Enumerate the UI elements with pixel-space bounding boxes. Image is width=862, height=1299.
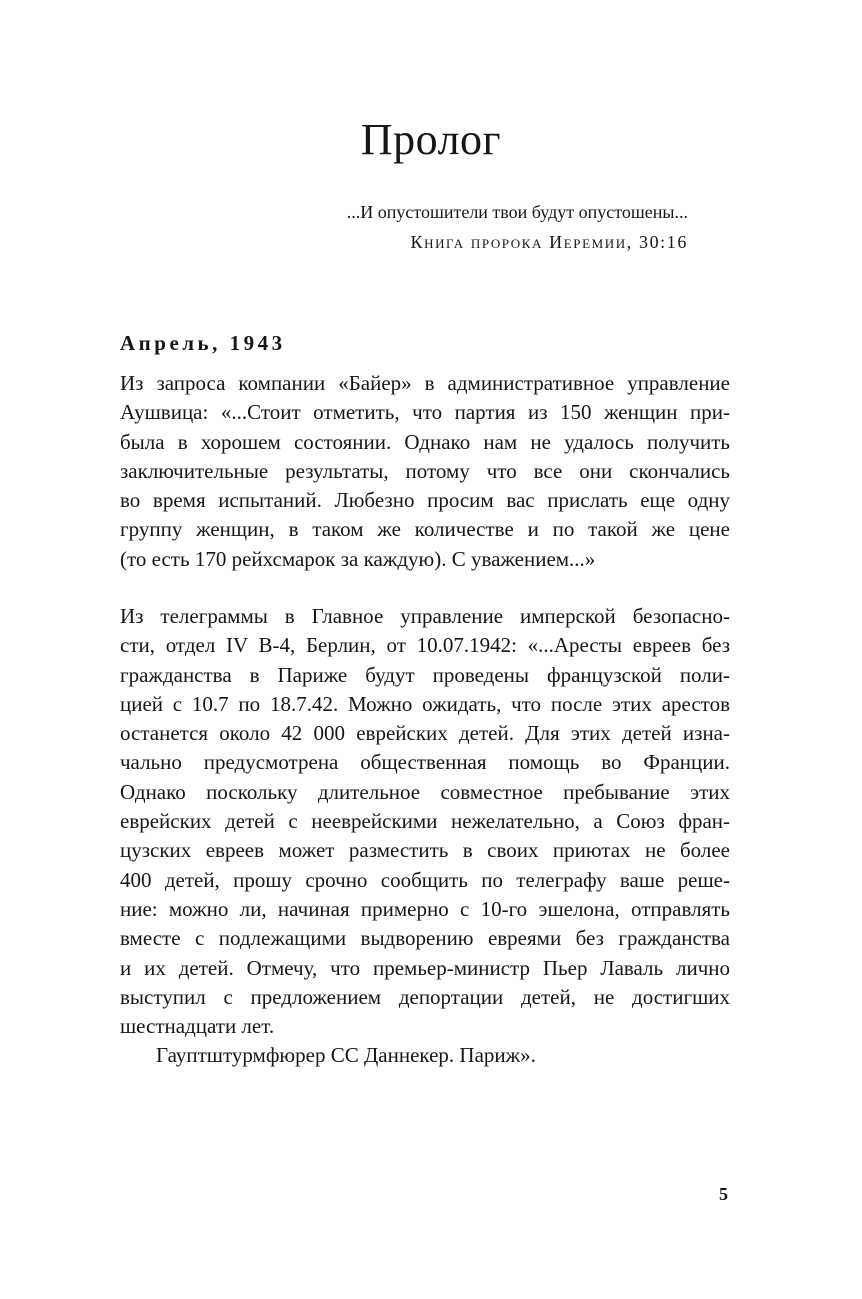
text-line: цией с 10.7 по 18.7.42. Можно ожидать, что после этих арестов xyxy=(120,691,730,716)
text-line: 400 детей, прошу срочно сообщить по телеграфу ваше реше- xyxy=(120,867,730,892)
text-line: (то есть 170 рейхсмарок за каждую). С уважением...» xyxy=(120,546,596,571)
section-heading: Апрель, 1943 xyxy=(120,331,286,355)
text-line: заключительные результаты, потому что все они скончались xyxy=(120,458,730,483)
chapter-title: Пролог xyxy=(360,115,502,164)
epigraph xyxy=(347,197,688,257)
text-line: выступил с предложением депортации детей, не достигших xyxy=(120,984,730,1009)
text-line: Аушвица: «...Стоит отметить, что партия из 150 женщин при- xyxy=(120,400,730,425)
text-line: и их детей. Отмечу, что премьер-министр Пьер Лаваль лично xyxy=(120,955,730,980)
epigraph-source: Книга пророка Иеремии, 30:16 xyxy=(410,232,688,252)
text-line: вместе с подлежащими выдворению евреями без гражданства xyxy=(120,926,730,951)
epigraph-quote: ...И опустошители твои будут опустошены... xyxy=(346,202,688,222)
paragraph-bayer-request xyxy=(120,369,730,574)
text-line: Из телеграммы в Главное управление имперской безопасно- xyxy=(120,604,730,628)
text-line: шестнадцати лет. xyxy=(120,1014,275,1039)
paragraph-telegram xyxy=(120,602,730,1071)
text-line: Однако поскольку длительное совместное пребывание этих xyxy=(120,779,730,804)
page-number: 5 xyxy=(719,1184,728,1204)
text-line: сти, отдел IV B-4, Берлин, от 10.07.1942: «...Аресты евреев без xyxy=(120,633,730,658)
text-line: группу женщин, в таком же количестве и по такой же цене xyxy=(120,517,730,542)
text-line: во время испытаний. Любезно просим вас прислать еще одну xyxy=(120,488,730,513)
text-line: еврейских детей с нееврейскими нежелательно, а Союз фран- xyxy=(120,809,730,834)
text-line: была в хорошем состоянии. Однако нам не удалось получить xyxy=(120,429,730,454)
signature-line: Гауптштурмфюрер СС Даннекер. Париж». xyxy=(156,1043,536,1068)
text-line: Из запроса компании «Байер» в административное управление xyxy=(120,371,730,395)
text-line: останется около 42 000 еврейских детей. Для этих детей изна- xyxy=(120,721,730,746)
text-line: чально предусмотрена общественная помощь во Франции. xyxy=(120,750,730,775)
text-line: ние: можно ли, начиная примерно с 10-го эшелона, отправлять xyxy=(120,896,730,921)
text-line: гражданства в Париже будут проведены французской поли- xyxy=(120,662,730,687)
text-line: цузских евреев может разместить в своих приютах не более xyxy=(120,838,730,863)
